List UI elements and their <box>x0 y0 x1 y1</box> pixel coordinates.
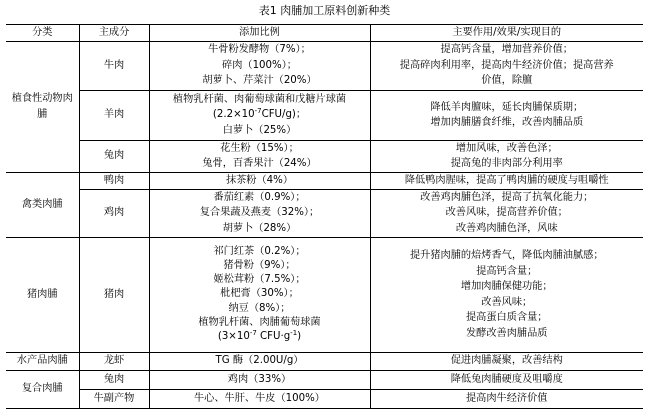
effect-line: 降低兔肉脯硬度及咀嚼度 <box>450 373 563 385</box>
ratio-line: 牛心、牛肝、牛皮（100%） <box>194 392 325 404</box>
effect-line: 发酵改善肉脯品质 <box>466 327 548 339</box>
category-label: 植食性动物肉脯 <box>11 93 73 120</box>
effect-cell <box>370 189 643 237</box>
effect-cell <box>370 90 643 140</box>
category-cell <box>6 237 79 352</box>
table-row <box>6 237 643 352</box>
header-main-ingredient: 主成分 <box>79 25 149 42</box>
main-ingredient-cell: 牛肉 <box>79 41 149 90</box>
ratio-line: 白萝卜（25%） <box>222 124 297 136</box>
effect-line: 提高蛋白质含量； <box>466 312 548 323</box>
effect-line: 价值，除膻 <box>481 75 533 87</box>
main-ingredient-cell: 兔肉 <box>79 140 149 172</box>
exponent: -7 <box>249 329 257 337</box>
effect-cell <box>370 389 643 408</box>
table-row <box>6 389 643 408</box>
ratio-line: 复合果蔬及燕麦（32%）； <box>199 207 320 219</box>
ratio-line: 猪骨粉（9%）； <box>223 259 296 271</box>
category-cell <box>6 370 79 408</box>
effect-line: 改善风味； <box>481 296 533 308</box>
ratio-line: $(2.2\times 10^{-7}CFU/g)$； <box>212 107 307 121</box>
effect-cell <box>370 172 643 189</box>
ratio-line: 花生粉（15%）； <box>220 142 299 154</box>
header-category: 分类 <box>6 25 79 42</box>
header-row <box>6 25 643 42</box>
effect-line: 改善风味，提高营养价值； <box>445 207 568 219</box>
main-ingredient-cell: 兔肉 <box>79 370 149 389</box>
ratio-line: 植物乳杆菌、肉脯葡萄球菌 <box>198 316 321 328</box>
category-label: 复合肉脯 <box>21 383 63 395</box>
category-cell <box>6 41 79 172</box>
effect-line: 提高肉牛经济价值 <box>466 392 548 404</box>
ratio-line: 番茄红素（0.9%）； <box>213 191 306 203</box>
effect-line: 增加肉脯保健功能； <box>460 281 553 292</box>
ratio-line: 枇杷膏（30%）； <box>220 288 299 300</box>
effect-line: 改善鸡肉脯色泽，提高了抗氧化能力； <box>420 191 594 203</box>
ratio-cell <box>149 41 370 90</box>
main-ingredient-cell: 牛副产物 <box>79 389 149 408</box>
ratio-line: 胡萝卜（28%） <box>222 222 297 234</box>
effect-line: 增加肉脯膳食纤维，改善肉脯品质 <box>430 117 584 128</box>
table-row <box>6 352 643 370</box>
table-row <box>6 172 643 189</box>
effect-line: 改善鸡肉脯色泽，风味 <box>455 222 558 234</box>
ratio-line: ($3\times 10^{-7}$ $CFU\cdot g^{-1}$) <box>217 329 302 342</box>
exponent: -7 <box>254 107 262 116</box>
ratio-line: 祁门红茶（0.2%）； <box>213 245 306 257</box>
effect-cell <box>370 237 643 352</box>
ratio-cell <box>149 237 370 352</box>
header-effect: 主要作用/效果/实现目的 <box>370 25 643 42</box>
ratio-line: 牛骨粉发酵物（7%）； <box>208 44 311 56</box>
effect-line: 增加风味，改善色泽； <box>455 142 558 154</box>
main-ingredient-cell: 鸡肉 <box>79 189 149 237</box>
effect-cell <box>370 352 643 370</box>
effect-line: 降低鸭肉腥味，提高了鸭肉脯的硬度与咀嚼性 <box>404 174 609 186</box>
effect-line: 促进肉脯凝聚，改善结构 <box>450 355 563 367</box>
ratio-line: 鸡肉（33%） <box>227 373 292 385</box>
exponent: -1 <box>290 329 298 337</box>
ratio-cell <box>149 389 370 408</box>
effect-line: 提高钙含量； <box>476 265 538 277</box>
effect-line: 提高钙含量，增加营养价值； <box>440 44 573 56</box>
ratio-line: 纳豆（8%）； <box>228 302 291 314</box>
table-row <box>6 370 643 389</box>
category-cell <box>6 172 79 237</box>
effect-cell <box>370 370 643 389</box>
ratio-line: TG 酶（2.00U/g） <box>215 355 304 367</box>
ratio-cell <box>149 352 370 370</box>
table-row <box>6 90 643 140</box>
category-label: 猪肉脯 <box>26 288 58 300</box>
table-caption: 表1 肉脯加工原料创新种类 <box>258 4 391 17</box>
effect-cell <box>370 41 643 90</box>
ingredient-innovation-table <box>6 24 643 409</box>
table-row <box>6 140 643 172</box>
category-cell <box>6 352 79 370</box>
main-ingredient-cell: 龙虾 <box>79 352 149 370</box>
effect-line: 提高碎肉利用率，提高肉牛经济价值；提高营养 <box>399 59 614 71</box>
ratio-line: 胡萝卜、芹菜汁（20%） <box>202 75 317 87</box>
ratio-line: 抹茶粉（4%） <box>225 174 294 186</box>
table-row <box>6 189 643 237</box>
ratio-line: 植物乳杆菌、肉葡萄球菌和戊糖片球菌 <box>172 93 347 105</box>
ratio-cell <box>149 172 370 189</box>
table-row <box>6 41 643 90</box>
ratio-cell <box>149 140 370 172</box>
effect-cell <box>370 140 643 172</box>
effect-line: 提高兔的非肉部分利用率 <box>450 158 563 169</box>
ratio-cell <box>149 90 370 140</box>
effect-line: 降低羊肉膻味，延长肉脯保质期； <box>430 101 584 113</box>
ratio-line: 姬松茸粉（7.5%）； <box>213 274 306 286</box>
category-label: 禽类肉脯 <box>21 198 63 210</box>
effect-line: 提升猪肉脯的焙烤香气，降低肉脯油腻感； <box>409 250 604 261</box>
header-ratio: 添加比例 <box>149 25 370 42</box>
main-ingredient-cell: 羊肉 <box>79 90 149 140</box>
category-label: 水产品肉脯 <box>16 355 68 367</box>
main-ingredient-cell: 鸭肉 <box>79 172 149 189</box>
ratio-line: 兔骨，百香果汁（24%） <box>202 158 317 169</box>
ratio-cell <box>149 189 370 237</box>
ratio-cell <box>149 370 370 389</box>
ratio-line: 碎肉（100%）； <box>222 59 297 71</box>
main-ingredient-cell: 猪肉 <box>79 237 149 352</box>
